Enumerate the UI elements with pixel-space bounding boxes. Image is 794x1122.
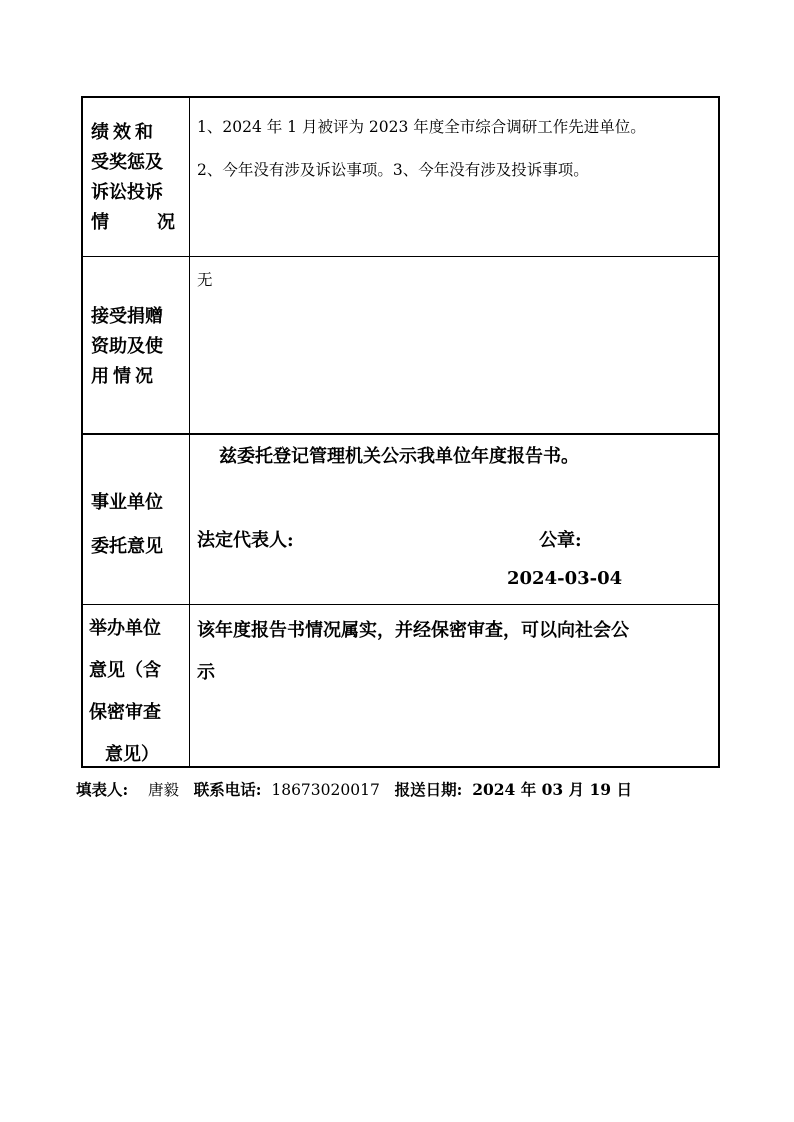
label-line: 事业单位 (91, 492, 163, 513)
performance-label (83, 118, 189, 238)
entrust-statement: 兹委托登记管理机关公示我单位年度报告书。 (219, 446, 579, 467)
content-line: 1、2024 年 1 月被评为 2023 年度全市综合调研工作先进单位。 (197, 118, 646, 136)
report-date-label: 报送日期: (394, 780, 463, 799)
row-divider (83, 256, 718, 257)
row-divider (83, 433, 718, 435)
label-char: 况 (157, 212, 175, 233)
label-line: 诉讼投诉 (91, 182, 163, 203)
label-line-spread (91, 208, 175, 238)
label-line: 接受捐赠 (91, 306, 163, 327)
phone-label: 联系电话: (193, 780, 262, 799)
performance-content (197, 106, 717, 192)
label-line: 委托意见 (91, 536, 163, 557)
label-line: 意见） (105, 744, 159, 765)
column-divider (189, 98, 190, 766)
label-line: 用情况 (91, 366, 157, 387)
row-divider (83, 604, 718, 605)
content-line: 该年度报告书情况属实，并经保密审查，可以向社会公 (197, 620, 629, 641)
legal-rep-label: 法定代表人: (197, 530, 294, 551)
report-table (81, 96, 720, 768)
entrust-label (83, 481, 189, 569)
phone-value: 18673020017 (271, 781, 380, 799)
sponsor-label (83, 608, 189, 776)
donation-content (197, 268, 717, 290)
label-char: 情 (91, 212, 109, 233)
sponsor-content (197, 610, 717, 694)
label-line: 绩效和 (91, 122, 157, 143)
report-date-value: 2024 年 03 月 19 日 (472, 780, 632, 799)
donation-label (83, 302, 189, 392)
seal-label: 公章: (539, 530, 582, 551)
content-line: 无 (197, 271, 213, 289)
label-line: 保密审查 (89, 702, 161, 723)
label-line: 受奖惩及 (91, 152, 163, 173)
filler-name: 唐毅 (147, 781, 179, 799)
label-line: 资助及使 (91, 336, 163, 357)
label-line: 举办单位 (89, 618, 161, 639)
content-line: 2、今年没有涉及诉讼事项。3、今年没有涉及投诉事项。 (197, 161, 589, 179)
filler-label: 填表人: (76, 780, 129, 799)
entrust-date: 2024-03-04 (507, 568, 623, 589)
content-line: 示 (197, 662, 215, 683)
label-line: 意见（含 (89, 660, 161, 681)
footer (76, 778, 632, 800)
